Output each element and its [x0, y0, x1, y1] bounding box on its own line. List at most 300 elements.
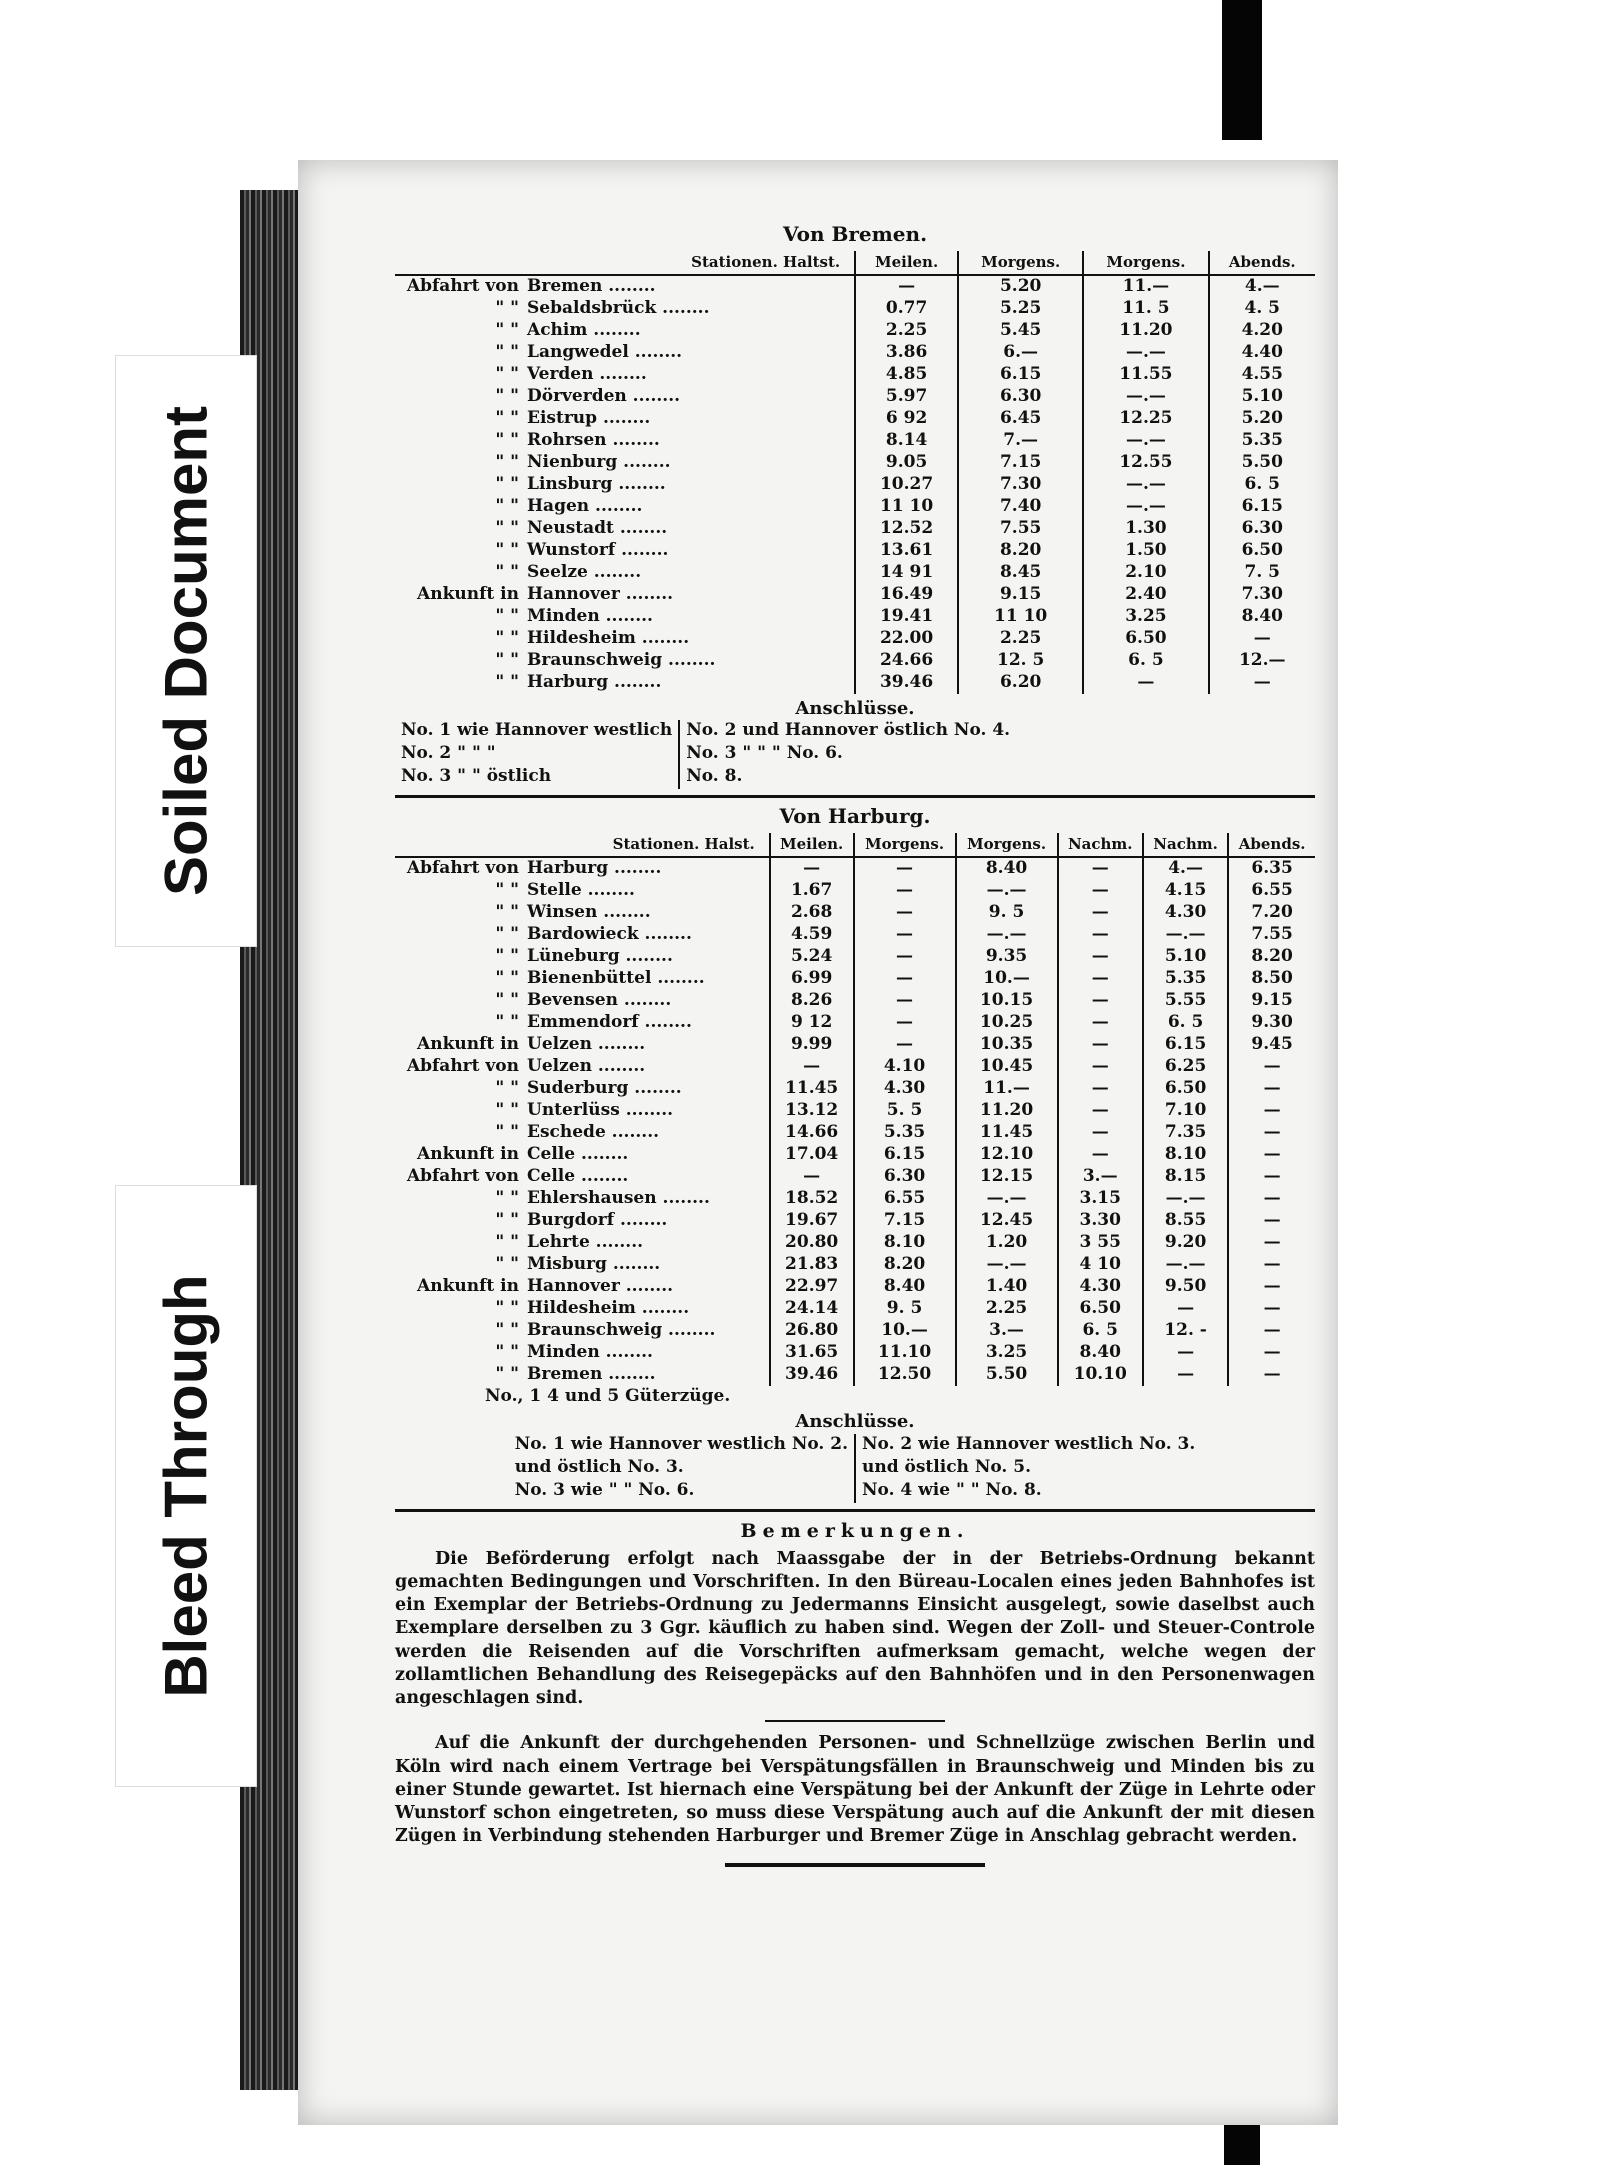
time-cell: 7.30	[958, 474, 1083, 496]
station-prefix: Ankunft in	[417, 1144, 519, 1165]
bremen-connections-left	[395, 720, 678, 789]
time-cell: 6.25	[1143, 1056, 1228, 1078]
time-cell: 5.35	[854, 1122, 956, 1144]
station-prefix: " "	[495, 1232, 519, 1253]
station-prefix: " "	[495, 430, 519, 451]
time-cell: 12.52	[855, 518, 958, 540]
time-cell: 2.10	[1083, 562, 1208, 584]
station-prefix: " "	[495, 474, 519, 495]
time-cell: 7.55	[958, 518, 1083, 540]
time-cell: 12.15	[956, 1166, 1058, 1188]
time-cell: 4.40	[1209, 342, 1315, 364]
timetable-row	[395, 562, 1315, 584]
station-name: Celle .....	[527, 1166, 628, 1186]
time-cell: 6.15	[958, 364, 1083, 386]
time-cell: 4.59	[770, 924, 854, 946]
time-cell: 4.85	[855, 364, 958, 386]
timetable-row	[395, 1100, 1315, 1122]
time-cell: —	[854, 946, 956, 968]
time-cell: 1.20	[956, 1232, 1058, 1254]
time-cell: —	[1228, 1188, 1315, 1210]
time-cell: 9.99	[770, 1034, 854, 1056]
time-cell: 4.55	[1209, 364, 1315, 386]
time-cell: 6. 5	[1083, 650, 1208, 672]
time-cell: 9. 5	[854, 1298, 956, 1320]
station-prefix: Ankunft in	[417, 1034, 519, 1055]
time-cell: 8.20	[1228, 946, 1315, 968]
station-prefix: " "	[495, 606, 519, 627]
section-rule	[395, 1509, 1315, 1512]
time-cell: —	[1228, 1166, 1315, 1188]
station-name: Harburg .....	[527, 858, 661, 878]
station-name: Linsburg .....	[527, 474, 666, 494]
time-cell: 4. 5	[1209, 298, 1315, 320]
station-cell	[395, 1166, 770, 1188]
time-cell: 11.—	[956, 1078, 1058, 1100]
timetable-row	[395, 584, 1315, 606]
time-cell: 8.40	[956, 857, 1058, 880]
station-name: Bremen .....	[527, 276, 656, 296]
time-cell: —	[1143, 1342, 1228, 1364]
station-cell	[395, 628, 855, 650]
time-cell: 13.61	[855, 540, 958, 562]
timetable-row	[395, 1320, 1315, 1342]
timetable-row	[395, 650, 1315, 672]
station-cell	[395, 1210, 770, 1232]
station-prefix: " "	[495, 1364, 519, 1385]
timetable-row	[395, 1034, 1315, 1056]
station-cell	[395, 1100, 770, 1122]
section-rule	[395, 795, 1315, 798]
station-cell	[395, 1298, 770, 1320]
time-cell: 7.15	[854, 1210, 956, 1232]
time-cell: —	[1058, 1078, 1143, 1100]
station-name: Minden .....	[527, 1342, 653, 1362]
station-prefix: " "	[495, 650, 519, 671]
time-cell: —	[1228, 1364, 1315, 1386]
timetable-row	[395, 606, 1315, 628]
station-cell	[395, 606, 855, 628]
station-cell	[395, 1320, 770, 1342]
station-name: Achim .....	[527, 320, 641, 340]
station-cell	[395, 298, 855, 320]
connection-line: und östlich No. 5.	[862, 1456, 1031, 1477]
harburg-connections	[395, 1434, 1315, 1503]
station-cell	[395, 857, 770, 880]
station-name: Seelze .....	[527, 562, 641, 582]
timetable-row	[395, 452, 1315, 474]
time-cell: 11 10	[855, 496, 958, 518]
time-cell: 7.10	[1143, 1100, 1228, 1122]
timetable-row	[395, 430, 1315, 452]
station-prefix: " "	[495, 562, 519, 583]
connection-line: und östlich No. 3.	[514, 1456, 684, 1477]
station-prefix: Abfahrt von	[406, 1056, 519, 1077]
station-cell	[395, 1276, 770, 1298]
column-header: Stationen. Haltst.	[395, 251, 855, 275]
timetable-row	[395, 1012, 1315, 1034]
bremen-connections-right	[678, 720, 1016, 789]
time-cell: 11.45	[770, 1078, 854, 1100]
time-cell: 5.10	[1209, 386, 1315, 408]
time-cell: 39.46	[770, 1364, 854, 1386]
station-name: Nienburg .....	[527, 452, 671, 472]
station-cell	[395, 386, 855, 408]
time-cell: 5.45	[958, 320, 1083, 342]
time-cell: 5.24	[770, 946, 854, 968]
time-cell: 10.27	[855, 474, 958, 496]
bremen-connections	[395, 720, 1315, 789]
time-cell: 6.55	[1228, 880, 1315, 902]
station-prefix: " "	[495, 1078, 519, 1099]
column-header: Morgens.	[956, 833, 1058, 857]
time-cell: 1.67	[770, 880, 854, 902]
station-cell	[395, 1342, 770, 1364]
station-cell	[395, 1078, 770, 1100]
bleed-through-text: Bleed Through	[152, 1274, 220, 1698]
time-cell: 4 10	[1058, 1254, 1143, 1276]
time-cell: 16.49	[855, 584, 958, 606]
station-prefix: " "	[495, 298, 519, 319]
column-header: Stationen. Halst.	[395, 833, 770, 857]
time-cell: 10.25	[956, 1012, 1058, 1034]
time-cell: 6.35	[1228, 857, 1315, 880]
time-cell: 19.41	[855, 606, 958, 628]
time-cell: 0.77	[855, 298, 958, 320]
time-cell: —	[855, 275, 958, 298]
time-cell: 5.10	[1143, 946, 1228, 968]
station-cell	[395, 1254, 770, 1276]
time-cell: 6.30	[854, 1166, 956, 1188]
time-cell: 10.35	[956, 1034, 1058, 1056]
station-name: Bremen .....	[527, 1364, 656, 1384]
station-prefix: Ankunft in	[417, 1276, 519, 1297]
station-prefix: Ankunft in	[417, 584, 519, 605]
time-cell: 14 91	[855, 562, 958, 584]
time-cell: 8.45	[958, 562, 1083, 584]
time-cell: 10.15	[956, 990, 1058, 1012]
time-cell: —	[854, 880, 956, 902]
bleed-through-label	[115, 1185, 257, 1787]
time-cell: 3.—	[956, 1320, 1058, 1342]
time-cell: 13.12	[770, 1100, 854, 1122]
time-cell: —	[770, 857, 854, 880]
station-name: Lüneburg .....	[527, 946, 673, 966]
column-header: Meilen.	[770, 833, 854, 857]
time-cell: 6.20	[958, 672, 1083, 694]
time-cell: 8.10	[1143, 1144, 1228, 1166]
column-header: Abends.	[1209, 251, 1315, 275]
station-name: Bardowieck .....	[527, 924, 692, 944]
time-cell: 11.55	[1083, 364, 1208, 386]
time-cell: 10.45	[956, 1056, 1058, 1078]
time-cell: 5.55	[1143, 990, 1228, 1012]
time-cell: —	[1058, 1144, 1143, 1166]
time-cell: 5.35	[1209, 430, 1315, 452]
station-name: Hannover .....	[527, 584, 673, 604]
station-prefix: " "	[495, 968, 519, 989]
time-cell: —.—	[1143, 1254, 1228, 1276]
time-cell: 10.—	[956, 968, 1058, 990]
timetable-row	[395, 540, 1315, 562]
station-name: Winsen .....	[527, 902, 651, 922]
time-cell: —.—	[1143, 924, 1228, 946]
time-cell: —	[1228, 1298, 1315, 1320]
time-cell: —	[770, 1166, 854, 1188]
time-cell: 5.50	[1209, 452, 1315, 474]
time-cell: 6.30	[1209, 518, 1315, 540]
time-cell: 9.45	[1228, 1034, 1315, 1056]
station-cell	[395, 946, 770, 968]
time-cell: 4.30	[1143, 902, 1228, 924]
station-prefix: " "	[495, 496, 519, 517]
timetable-row	[395, 1210, 1315, 1232]
timetable-row	[395, 902, 1315, 924]
time-cell: 2.25	[958, 628, 1083, 650]
station-prefix: " "	[495, 408, 519, 429]
time-cell: 11.20	[956, 1100, 1058, 1122]
time-cell: —.—	[1083, 496, 1208, 518]
time-cell: —	[1228, 1210, 1315, 1232]
time-cell: —	[1228, 1342, 1315, 1364]
station-name: Braunschweig .....	[527, 1320, 715, 1340]
station-prefix: " "	[495, 540, 519, 561]
station-name: Minden .....	[527, 606, 653, 626]
time-cell: —	[1228, 1100, 1315, 1122]
time-cell: 5.35	[1143, 968, 1228, 990]
station-cell	[395, 474, 855, 496]
station-name: Hannover .....	[527, 1276, 673, 1296]
harburg-title: Von Harburg.	[779, 804, 931, 829]
time-cell: 8.40	[1058, 1342, 1143, 1364]
time-cell: —.—	[956, 880, 1058, 902]
time-cell: —	[1228, 1276, 1315, 1298]
time-cell: —	[1058, 880, 1143, 902]
timetable-row	[395, 342, 1315, 364]
time-cell: 11. 5	[1083, 298, 1208, 320]
time-cell: 4.30	[854, 1078, 956, 1100]
time-cell: 12. 5	[958, 650, 1083, 672]
time-cell: 26.80	[770, 1320, 854, 1342]
time-cell: —	[1058, 902, 1143, 924]
station-cell	[395, 880, 770, 902]
station-prefix: " "	[495, 1320, 519, 1341]
timetable-row	[395, 298, 1315, 320]
time-cell: —	[1228, 1320, 1315, 1342]
station-cell	[395, 584, 855, 606]
station-cell	[395, 320, 855, 342]
time-cell: —	[854, 924, 956, 946]
station-prefix: " "	[495, 386, 519, 407]
column-header: Morgens.	[958, 251, 1083, 275]
scanner-black-bar	[1222, 0, 1262, 140]
time-cell: 2.25	[956, 1298, 1058, 1320]
connection-line: No. 3 " " " No. 6.	[686, 743, 843, 764]
connection-line: No. 2 und Hannover östlich No. 4.	[686, 720, 1011, 741]
time-cell: 6.50	[1209, 540, 1315, 562]
time-cell: 8.40	[854, 1276, 956, 1298]
timetable-row	[395, 1276, 1315, 1298]
time-cell: —.—	[956, 1188, 1058, 1210]
closing-rule	[725, 1863, 985, 1867]
station-cell	[395, 1034, 770, 1056]
column-header: Abends.	[1228, 833, 1315, 857]
time-cell: —.—	[1083, 386, 1208, 408]
time-cell: —.—	[956, 924, 1058, 946]
time-cell: 5.25	[958, 298, 1083, 320]
time-cell: 5.97	[855, 386, 958, 408]
time-cell: 2.25	[855, 320, 958, 342]
time-cell: 9.30	[1228, 1012, 1315, 1034]
time-cell: 4.10	[854, 1056, 956, 1078]
station-name: Ehlershausen .....	[527, 1188, 710, 1208]
timetable-row	[395, 1232, 1315, 1254]
time-cell: 6.15	[1143, 1034, 1228, 1056]
time-cell: 5.20	[1209, 408, 1315, 430]
time-cell: 4.20	[1209, 320, 1315, 342]
column-header: Morgens.	[854, 833, 956, 857]
time-cell: 4.—	[1143, 857, 1228, 880]
time-cell: 1.30	[1083, 518, 1208, 540]
time-cell: 4.15	[1143, 880, 1228, 902]
time-cell: 7.30	[1209, 584, 1315, 606]
time-cell: —	[1058, 1056, 1143, 1078]
connection-line: No. 2 wie Hannover westlich No. 3.	[862, 1433, 1196, 1454]
station-cell	[395, 1056, 770, 1078]
station-prefix: Abfahrt von	[406, 858, 519, 879]
time-cell: —	[770, 1056, 854, 1078]
station-cell	[395, 1188, 770, 1210]
time-cell: —	[1058, 946, 1143, 968]
time-cell: 3.86	[855, 342, 958, 364]
time-cell: 39.46	[855, 672, 958, 694]
time-cell: 6.15	[1209, 496, 1315, 518]
time-cell: 22.97	[770, 1276, 854, 1298]
time-cell: 6. 5	[1058, 1320, 1143, 1342]
time-cell: —	[854, 1034, 956, 1056]
timetable-row	[395, 275, 1315, 298]
station-prefix: Abfahrt von	[406, 276, 519, 297]
remarks-paragraph-2: Auf die Ankunft der durchgehenden Personen- und Schnellzüge zwischen Berlin und Köln wird nach einem Vertrage bei Verspätungsfällen in Braunschweig und Minden bis zu einer Stunde gewartet. Ist hiernach eine Verspätung bei der Ankunft der Züge in Lehrte oder Wunstorf schon eingetreten, so muss diese Verspätung auch auf die Ankunft der mit diesen Zügen in Verbindung stehenden Harburger und Bremer Züge in Anschlag gebracht werden.	[395, 1733, 1315, 1847]
timetable-row	[395, 1254, 1315, 1276]
time-cell: 10.—	[854, 1320, 956, 1342]
station-cell	[395, 430, 855, 452]
time-cell: —	[1228, 1078, 1315, 1100]
time-cell: 4.30	[1058, 1276, 1143, 1298]
station-cell	[395, 496, 855, 518]
timetable-row	[395, 1298, 1315, 1320]
time-cell: 18.52	[770, 1188, 854, 1210]
station-prefix: " "	[495, 1210, 519, 1231]
station-prefix: " "	[495, 320, 519, 341]
time-cell: 12.10	[956, 1144, 1058, 1166]
time-cell: —	[1058, 1034, 1143, 1056]
time-cell: 4.—	[1209, 275, 1315, 298]
station-cell	[395, 408, 855, 430]
time-cell: 6 92	[855, 408, 958, 430]
station-cell	[395, 968, 770, 990]
column-header: Meilen.	[855, 251, 958, 275]
timetable-row	[395, 628, 1315, 650]
station-name: Bevensen .....	[527, 990, 671, 1010]
station-cell	[395, 1012, 770, 1034]
timetable-row	[395, 1122, 1315, 1144]
station-cell	[395, 1122, 770, 1144]
station-name: Dörverden .....	[527, 386, 680, 406]
time-cell: —	[1228, 1232, 1315, 1254]
time-cell: 6.—	[958, 342, 1083, 364]
station-name: Langwedel .....	[527, 342, 682, 362]
station-prefix: " "	[495, 990, 519, 1011]
harburg-connections-left	[509, 1434, 854, 1503]
time-cell: 8.10	[854, 1232, 956, 1254]
time-cell: —	[1143, 1298, 1228, 1320]
station-cell	[395, 452, 855, 474]
station-name: Suderburg .....	[527, 1078, 682, 1098]
station-prefix: Abfahrt von	[406, 1166, 519, 1187]
time-cell: 9.35	[956, 946, 1058, 968]
time-cell: 14.66	[770, 1122, 854, 1144]
bremen-timetable	[395, 251, 1315, 694]
time-cell: 7. 5	[1209, 562, 1315, 584]
time-cell: 6.50	[1083, 628, 1208, 650]
time-cell: 6.45	[958, 408, 1083, 430]
harburg-timetable	[395, 833, 1315, 1386]
bremen-connections-title: Anschlüsse.	[795, 697, 915, 719]
station-name: Neustadt .....	[527, 518, 667, 538]
station-name: Eschede .....	[527, 1122, 659, 1142]
station-prefix: " "	[495, 880, 519, 901]
time-cell: —	[1058, 1012, 1143, 1034]
time-cell: 11.10	[854, 1342, 956, 1364]
timetable-row	[395, 1078, 1315, 1100]
timetable-row	[395, 518, 1315, 540]
station-name: Stelle .....	[527, 880, 635, 900]
station-name: Unterlüss .....	[527, 1100, 673, 1120]
station-prefix: " "	[495, 518, 519, 539]
timetable-row	[395, 990, 1315, 1012]
connection-line: No. 2 " " "	[401, 743, 496, 764]
station-cell	[395, 540, 855, 562]
time-cell: 2.40	[1083, 584, 1208, 606]
time-cell: 11.—	[1083, 275, 1208, 298]
time-cell: 22.00	[855, 628, 958, 650]
time-cell: 31.65	[770, 1342, 854, 1364]
time-cell: 9.15	[958, 584, 1083, 606]
station-prefix: " "	[495, 628, 519, 649]
station-prefix: " "	[495, 1188, 519, 1209]
column-header: Nachm.	[1143, 833, 1228, 857]
time-cell: 19.67	[770, 1210, 854, 1232]
time-cell: 6.55	[854, 1188, 956, 1210]
time-cell: —.—	[1083, 474, 1208, 496]
time-cell: —	[1058, 990, 1143, 1012]
timetable-row	[395, 364, 1315, 386]
station-name: Hildesheim .....	[527, 1298, 689, 1318]
station-cell	[395, 672, 855, 694]
timetable-content	[395, 220, 1315, 1867]
time-cell: 6.50	[1058, 1298, 1143, 1320]
time-cell: —	[854, 857, 956, 880]
station-prefix: " "	[495, 452, 519, 473]
connection-line: No. 4 wie " " No. 8.	[862, 1479, 1042, 1500]
station-prefix: " "	[495, 1012, 519, 1033]
timetable-row	[395, 496, 1315, 518]
connection-line: No. 3 " " östlich	[401, 766, 552, 787]
time-cell: 12.25	[1083, 408, 1208, 430]
time-cell: 9.50	[1143, 1276, 1228, 1298]
timetable-row	[395, 408, 1315, 430]
